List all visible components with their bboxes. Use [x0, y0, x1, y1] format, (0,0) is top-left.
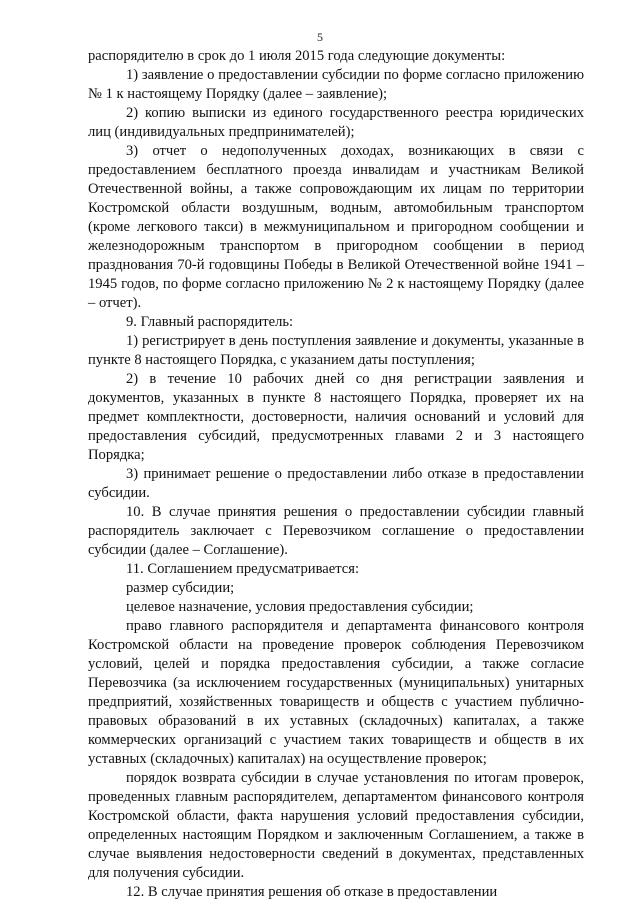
section-11-item-refund-procedure: порядок возврата субсидии в случае установления по итогам проверок, проведенных главным распорядителем, департаментом финансового контроля Костромской области, факта нарушения условий предоставления субсидии, определенных настоящим Порядком и заключенным Соглашением, а также в случае выявления недостоверности сведений в документах, представленных для получения субсидии.	[88, 770, 584, 881]
section-11-item-amount: размер субсидии;	[126, 580, 235, 596]
section-12: 12. В случае принятия решения об отказе в предоставлении	[126, 884, 498, 900]
section-9-item-2: 2) в течение 10 рабочих дней со дня регистрации заявления и документов, указанных в пункте 8 настоящего Порядка, проверяет их на предмет комплектности, достоверности, наличия оснований и условий для предоставления субсидий, предусмотренных главами 2 и 3 настоящего Порядка;	[88, 371, 584, 463]
section-11-item-inspection-right: право главного распорядителя и департамента финансового контроля Костромской области на проведение проверок соблюдения Перевозчиком условий, целей и порядка предоставления субсидии, а также согласие Перевозчика (за исключением государственных (муниципальных) унитарных предприятий, хозяйственных товариществ и обществ с участием публично-правовых образований в их уставных (складочных) капиталах, а также коммерческих организаций с участием таких товариществ и обществ в их уставных (складочных) капиталах) на осуществление проверок;	[88, 618, 584, 767]
list-item-registry-extract: 2) копию выписки из единого государственного реестра юридических лиц (индивидуальных предпринимателей);	[88, 105, 584, 140]
section-9-item-3: 3) принимает решение о предоставлении либо отказе в предоставлении субсидии.	[88, 466, 584, 501]
paragraph-intro: распорядителю в срок до 1 июля 2015 года следующие документы:	[88, 48, 506, 64]
section-10: 10. В случае принятия решения о предоставлении субсидии главный распорядитель заключает с Перевозчиком соглашение о предоставлении субсидии (далее – Соглашение).	[88, 504, 584, 558]
section-9-item-1: 1) регистрирует в день поступления заявление и документы, указанные в пункте 8 настоящего Порядка, с указанием даты поступления;	[88, 333, 584, 368]
document-body	[88, 47, 584, 902]
page-number: 5	[317, 30, 323, 44]
list-item-application: 1) заявление о предоставлении субсидии по форме согласно приложению № 1 к настоящему Порядку (далее – заявление);	[88, 67, 584, 102]
section-11-heading: 11. Соглашением предусматривается:	[126, 561, 360, 577]
list-item-report: 3) отчет о недополученных доходах, возникающих в связи с предоставлением бесплатного проезда инвалидам и участникам Великой Отечественной войны, а также сопровождающим их лицам по территории Костромской области воздушным, водным, автомобильным транспортом (кроме легкового такси) в межмуниципальном и пригородном сообщении и железнодорожным транспортом в пригородном сообщении в период празднования 70-й годовщины Победы в Великой Отечественной войне 1941 – 1945 годов, по форме согласно приложению № 2 к настоящему Порядку (далее – отчет).	[88, 143, 584, 311]
section-11-item-purpose: целевое назначение, условия предоставления субсидии;	[126, 599, 474, 615]
section-9-heading: 9. Главный распорядитель:	[126, 314, 294, 330]
